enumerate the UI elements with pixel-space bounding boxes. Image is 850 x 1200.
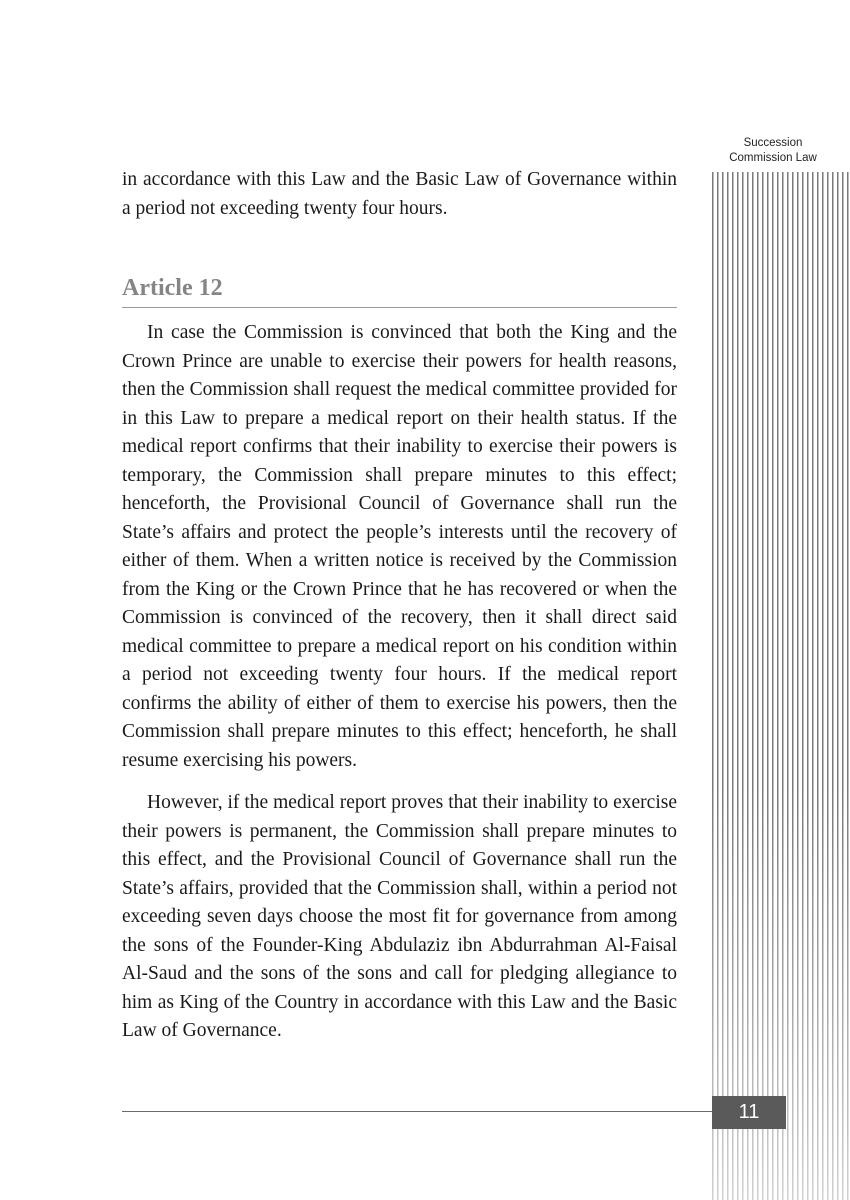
article-paragraph-2: However, if the medical report proves that their inability to exercise their powers is permanent, the Commission shall prepare minutes to this effect, and the Provisional Council of Governance shall run the State’s affairs, provided that the Commission shall, within a period not exceeding seven days choose the most fit for governance from among the sons of the Founder-King Abdulaziz ibn Abdurrahman Al-Faisal Al-Saud and the sons of the sons and call for pledging allegiance to him as King of the Country in accordance with this Law and the Basic Law of Governance. <box>122 792 677 1041</box>
running-header-line-1: Succession <box>743 137 803 149</box>
page-number: 11 <box>712 1096 786 1129</box>
running-header-line-2: Commission Law <box>729 152 817 164</box>
article-body <box>122 319 677 1046</box>
page-content <box>122 166 677 1046</box>
decorative-stripes <box>712 172 850 1200</box>
running-header <box>712 136 834 166</box>
article-heading: Article 12 <box>122 273 677 308</box>
continuation-paragraph: in accordance with this Law and the Basic Law of Governance within a period not exceeding twenty four hours. <box>122 169 677 219</box>
article-paragraph-1: In case the Commission is convinced that both the King and the Crown Prince are unable to exercise their powers for health reasons, then the Commission shall request the medical committee provided for in this Law to prepare a medical report on their health status. If the medical report confirms that their inability to exercise their powers is temporary, the Commission shall prepare minutes to this effect; henceforth, the Provisional Council of Governance shall run the State’s affairs and protect the people’s interests until the recovery of either of them. When a written notice is received by the Commission from the King or the Crown Prince that he has recovered or when the Commission is convinced of the recovery, then it shall direct said medical committee to prepare a medical report on his condition within a period not exceeding twenty four hours. If the medical report confirms the ability of either of them to exercise his powers, then the Commission shall prepare minutes to this effect; henceforth, he shall resume exercising his powers. <box>122 322 677 771</box>
footer-rule <box>122 1111 714 1112</box>
